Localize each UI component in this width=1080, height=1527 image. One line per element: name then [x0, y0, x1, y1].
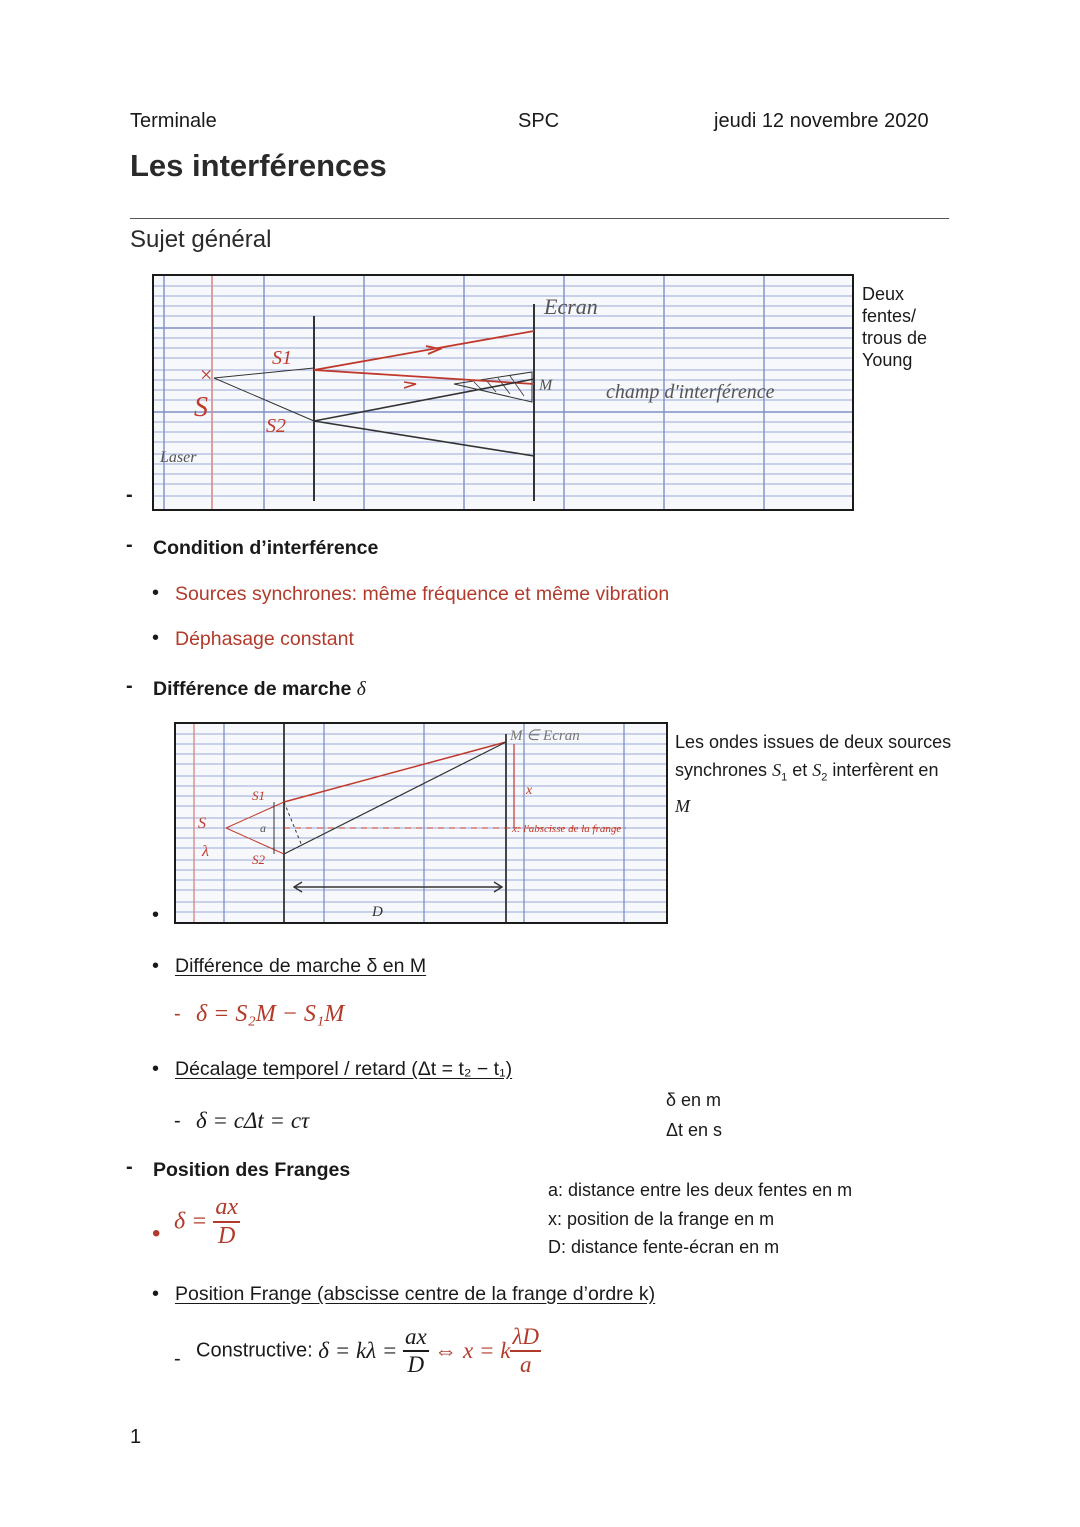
condition-item-2: Déphasage constant [175, 628, 354, 650]
source-s-label: S [194, 392, 208, 423]
bullet-dash: - [126, 675, 133, 697]
laser-label: Laser [160, 449, 197, 466]
definition-d: D: distance fente-écran en m [548, 1237, 780, 1257]
condition-heading: Condition d’interférence [153, 537, 379, 559]
path-difference-figure [174, 722, 668, 924]
bullet-dot: • [152, 627, 160, 649]
screen-point-label: M ∈ Ecran [510, 728, 580, 744]
distance-d-label: D [372, 904, 383, 920]
source-s1-label: S1 [252, 788, 265, 803]
bullet-dash: - [174, 1110, 181, 1132]
path-difference-formula: δ = S₂M − S₁M [196, 1001, 345, 1027]
path-difference-label: Différence de marche δ en M [175, 955, 427, 977]
field-label: champ d'interférence [606, 381, 775, 403]
abscissa-note: x: l'abscisse de la frange [512, 823, 622, 835]
source-s-label: S [198, 815, 206, 832]
header-date: jeudi 12 novembre 2020 [714, 110, 929, 132]
young-slits-figure [152, 274, 854, 511]
fringe-position-formula: δ = $\frac{ax}{D}$ [174, 1194, 239, 1249]
header-course: Terminale [130, 110, 217, 132]
bullet-dash: - [126, 534, 133, 556]
x-label: x [526, 783, 533, 798]
page-number: 1 [130, 1426, 142, 1448]
point-m-label: M [539, 377, 553, 394]
constructive-formula: Constructive: δ = kλ = $\frac{ax}{D}$ ⇔ x = k $\frac{\lambda D}{a}$ [196, 1324, 540, 1377]
definition-a: a: distance entre les deux fentes en m [548, 1180, 853, 1200]
source-cross-icon: × [200, 362, 213, 387]
source-s1-label: S1 [272, 347, 292, 369]
bullet-dash: - [126, 1156, 133, 1178]
bullet-dash: - [174, 1348, 181, 1370]
screen-label: Ecran [544, 294, 598, 319]
bullet-dot: • [152, 1058, 160, 1080]
source-s2-label: S2 [266, 415, 286, 437]
bullet-dash: - [174, 1003, 181, 1025]
header-subject: SPC [518, 110, 560, 132]
source-s2-label: S2 [252, 852, 265, 867]
difference-heading: Différence de marche δ [153, 678, 366, 700]
bullet-dot: • [152, 1283, 160, 1305]
figure2-note: Les ondes issues de deux sources synchrones $S_1$ et $S_2$ interfèrent en M [675, 732, 952, 816]
title-divider [130, 218, 949, 219]
bullet-dot: • [152, 955, 160, 977]
unit-delta: δ en m [666, 1090, 722, 1110]
bullet-dot: • [152, 582, 160, 604]
empty-dash-marker: - [126, 484, 133, 506]
position-heading: Position des Franges [153, 1159, 351, 1181]
time-delay-formula: δ = cΔt = cτ [196, 1108, 310, 1133]
condition-item-1: Sources synchrones: même fréquence et même vibration [175, 583, 670, 605]
fringe-position-label: Position Frange (abscisse centre de la frange d’ordre k) [175, 1283, 656, 1305]
bullet-dot: • [152, 1220, 161, 1247]
time-delay-label: Décalage temporel / retard (Δt = t₂ − t₁) [175, 1058, 513, 1080]
section-subtitle: Sujet général [130, 226, 272, 253]
lambda-label: λ [202, 843, 209, 860]
figure1-note: Deux fentes/ trous de Young [862, 284, 928, 370]
bullet-dot: • [152, 904, 160, 926]
unit-time: Δt en s [666, 1120, 723, 1140]
definition-x: x: position de la frange en m [548, 1209, 775, 1229]
slit-spacing-label: a [260, 821, 266, 835]
page-title: Les interférences [130, 148, 387, 183]
